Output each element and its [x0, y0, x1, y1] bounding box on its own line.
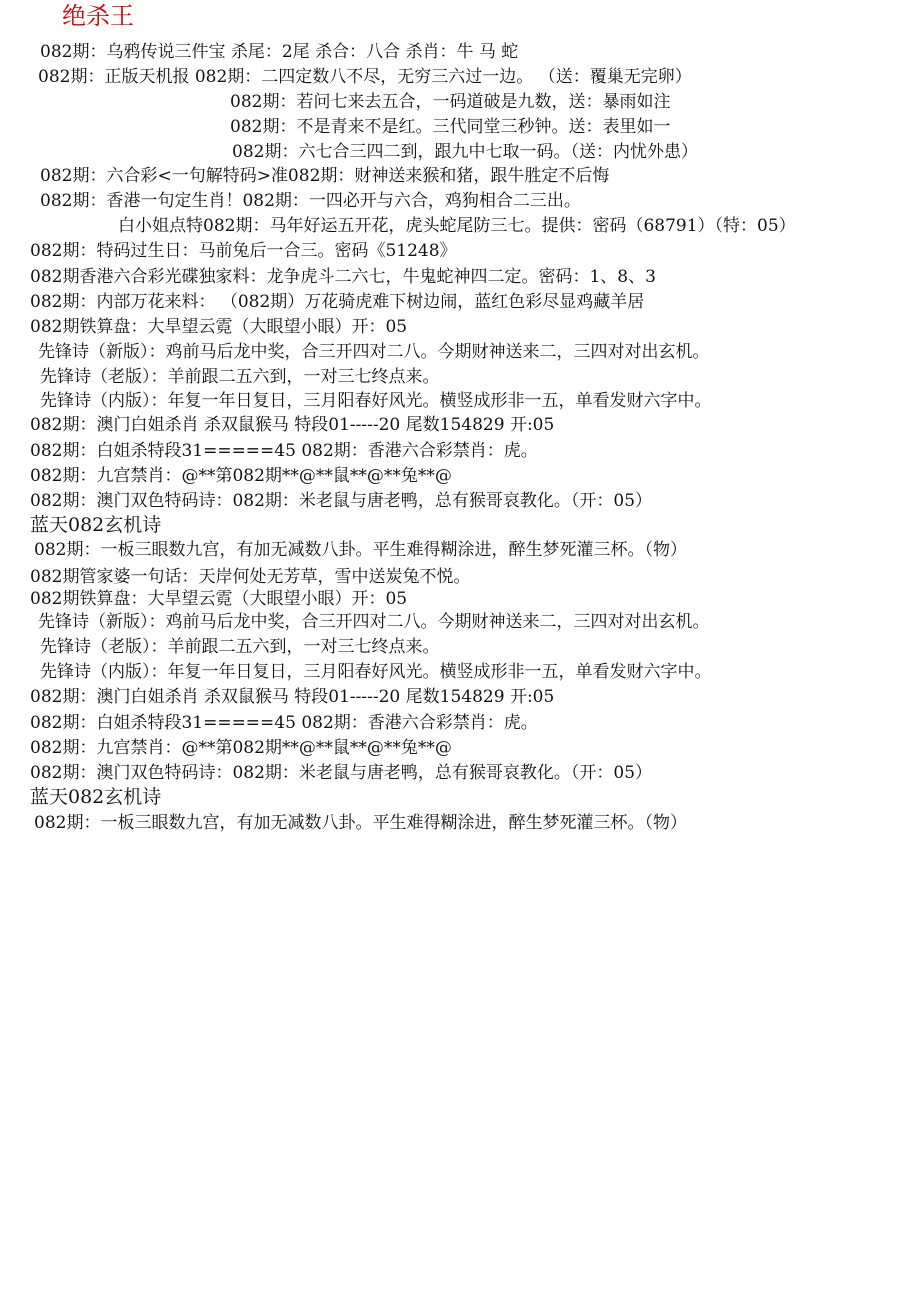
text-line-32: 082期：一板三眼数九宫，有加无减数八卦。平生难得糊涂进，醉生梦死灌三杯。（物）	[34, 813, 687, 833]
text-line-7: 082期：香港一句定生肖！082期：一四必开与六合，鸡狗相合二三出。	[40, 191, 581, 211]
section-heading: 蓝天082玄机诗	[30, 514, 162, 536]
text-line-18: 082期：九宫禁肖：@**第082期**@**鼠**@**兔**@	[30, 466, 452, 486]
text-line-27: 082期：澳门白姐杀肖 杀双鼠猴马 特段01-----20 尾数154829 开:05	[30, 687, 555, 707]
text-line-19: 082期：澳门双色特码诗：082期：米老鼠与唐老鸭，总有猴哥哀教化。（开：05）	[30, 491, 653, 511]
text-line-21: 082期：一板三眼数九宫，有加无减数八卦。平生难得糊涂进，醉生梦死灌三杯。（物）	[34, 540, 687, 560]
text-line-26: 先锋诗（内版）：年复一年日复日，三月阳春好风光。横竖成形非一五，单看发财六字中。	[40, 662, 712, 682]
text-line-10: 082期香港六合彩光碟独家料：龙争虎斗二六七，牛鬼蛇神四二定。密码：1、8、3	[30, 267, 656, 287]
text-line-24: 先锋诗（新版）：鸡前马后龙中奖，合三开四对二八。今期财神送来二，三四对对出玄机。	[38, 612, 710, 632]
section-heading: 蓝天082玄机诗	[30, 786, 162, 808]
text-line-1: 082期：乌鸦传说三件宝 杀尾：2尾 杀合：八合 杀肖：牛 马 蛇	[40, 42, 519, 62]
text-line-12: 082期铁算盘：大旱望云霓（大眼望小眼）开：05	[30, 317, 408, 337]
text-line-4: 082期：不是青来不是红。三代同堂三秒钟。送：表里如一	[230, 117, 671, 137]
text-line-2: 082期：正版天机报 082期：二四定数八不尽，无穷三六过一边。 （送：覆巢无完卵）	[38, 67, 692, 87]
text-line-8: 白小姐点特082期：马年好运五开花，虎头蛇尾防三七。提供：密码（68791）（特：05）	[118, 216, 796, 236]
text-line-11: 082期：内部万花来料： （082期）万花骑虎难下树边闹，蓝红色彩尽显鸡藏羊居	[30, 292, 645, 312]
text-line-14: 先锋诗（老版）：羊前跟二五六到，一对三七终点来。	[40, 367, 440, 387]
text-line-25: 先锋诗（老版）：羊前跟二五六到，一对三七终点来。	[40, 637, 440, 657]
text-line-13: 先锋诗（新版）：鸡前马后龙中奖，合三开四对二八。今期财神送来二，三四对对出玄机。	[38, 342, 710, 362]
text-line-15: 先锋诗（内版）：年复一年日复日，三月阳春好风光。横竖成形非一五，单看发财六字中。	[40, 391, 712, 411]
text-line-23: 082期铁算盘：大旱望云霓（大眼望小眼）开：05	[30, 589, 408, 609]
text-line-22: 082期管家婆一句话：天岸何处无芳草，雪中送炭兔不悦。	[30, 567, 471, 587]
text-line-17: 082期：白姐杀特段31=====45 082期：香港六合彩禁肖：虎。	[30, 441, 538, 461]
page-title: 绝杀王	[62, 2, 134, 30]
text-line-30: 082期：澳门双色特码诗：082期：米老鼠与唐老鸭，总有猴哥哀教化。（开：05）	[30, 763, 653, 783]
text-line-5: 082期：六七合三四二到，跟九中七取一码。（送：内忧外患）	[232, 142, 698, 162]
text-line-16: 082期：澳门白姐杀肖 杀双鼠猴马 特段01-----20 尾数154829 开:05	[30, 415, 555, 435]
text-line-3: 082期：若问七来去五合，一码道破是九数，送：暴雨如注	[230, 92, 671, 112]
text-line-6: 082期：六合彩<一句解特码>准082期：财神送来猴和猪，跟牛胜定不后悔	[40, 166, 610, 186]
text-line-28: 082期：白姐杀特段31=====45 082期：香港六合彩禁肖：虎。	[30, 713, 538, 733]
text-line-9: 082期：特码过生日：马前兔后一合三。密码《51248》	[30, 241, 457, 261]
text-line-29: 082期：九宫禁肖：@**第082期**@**鼠**@**兔**@	[30, 738, 452, 758]
